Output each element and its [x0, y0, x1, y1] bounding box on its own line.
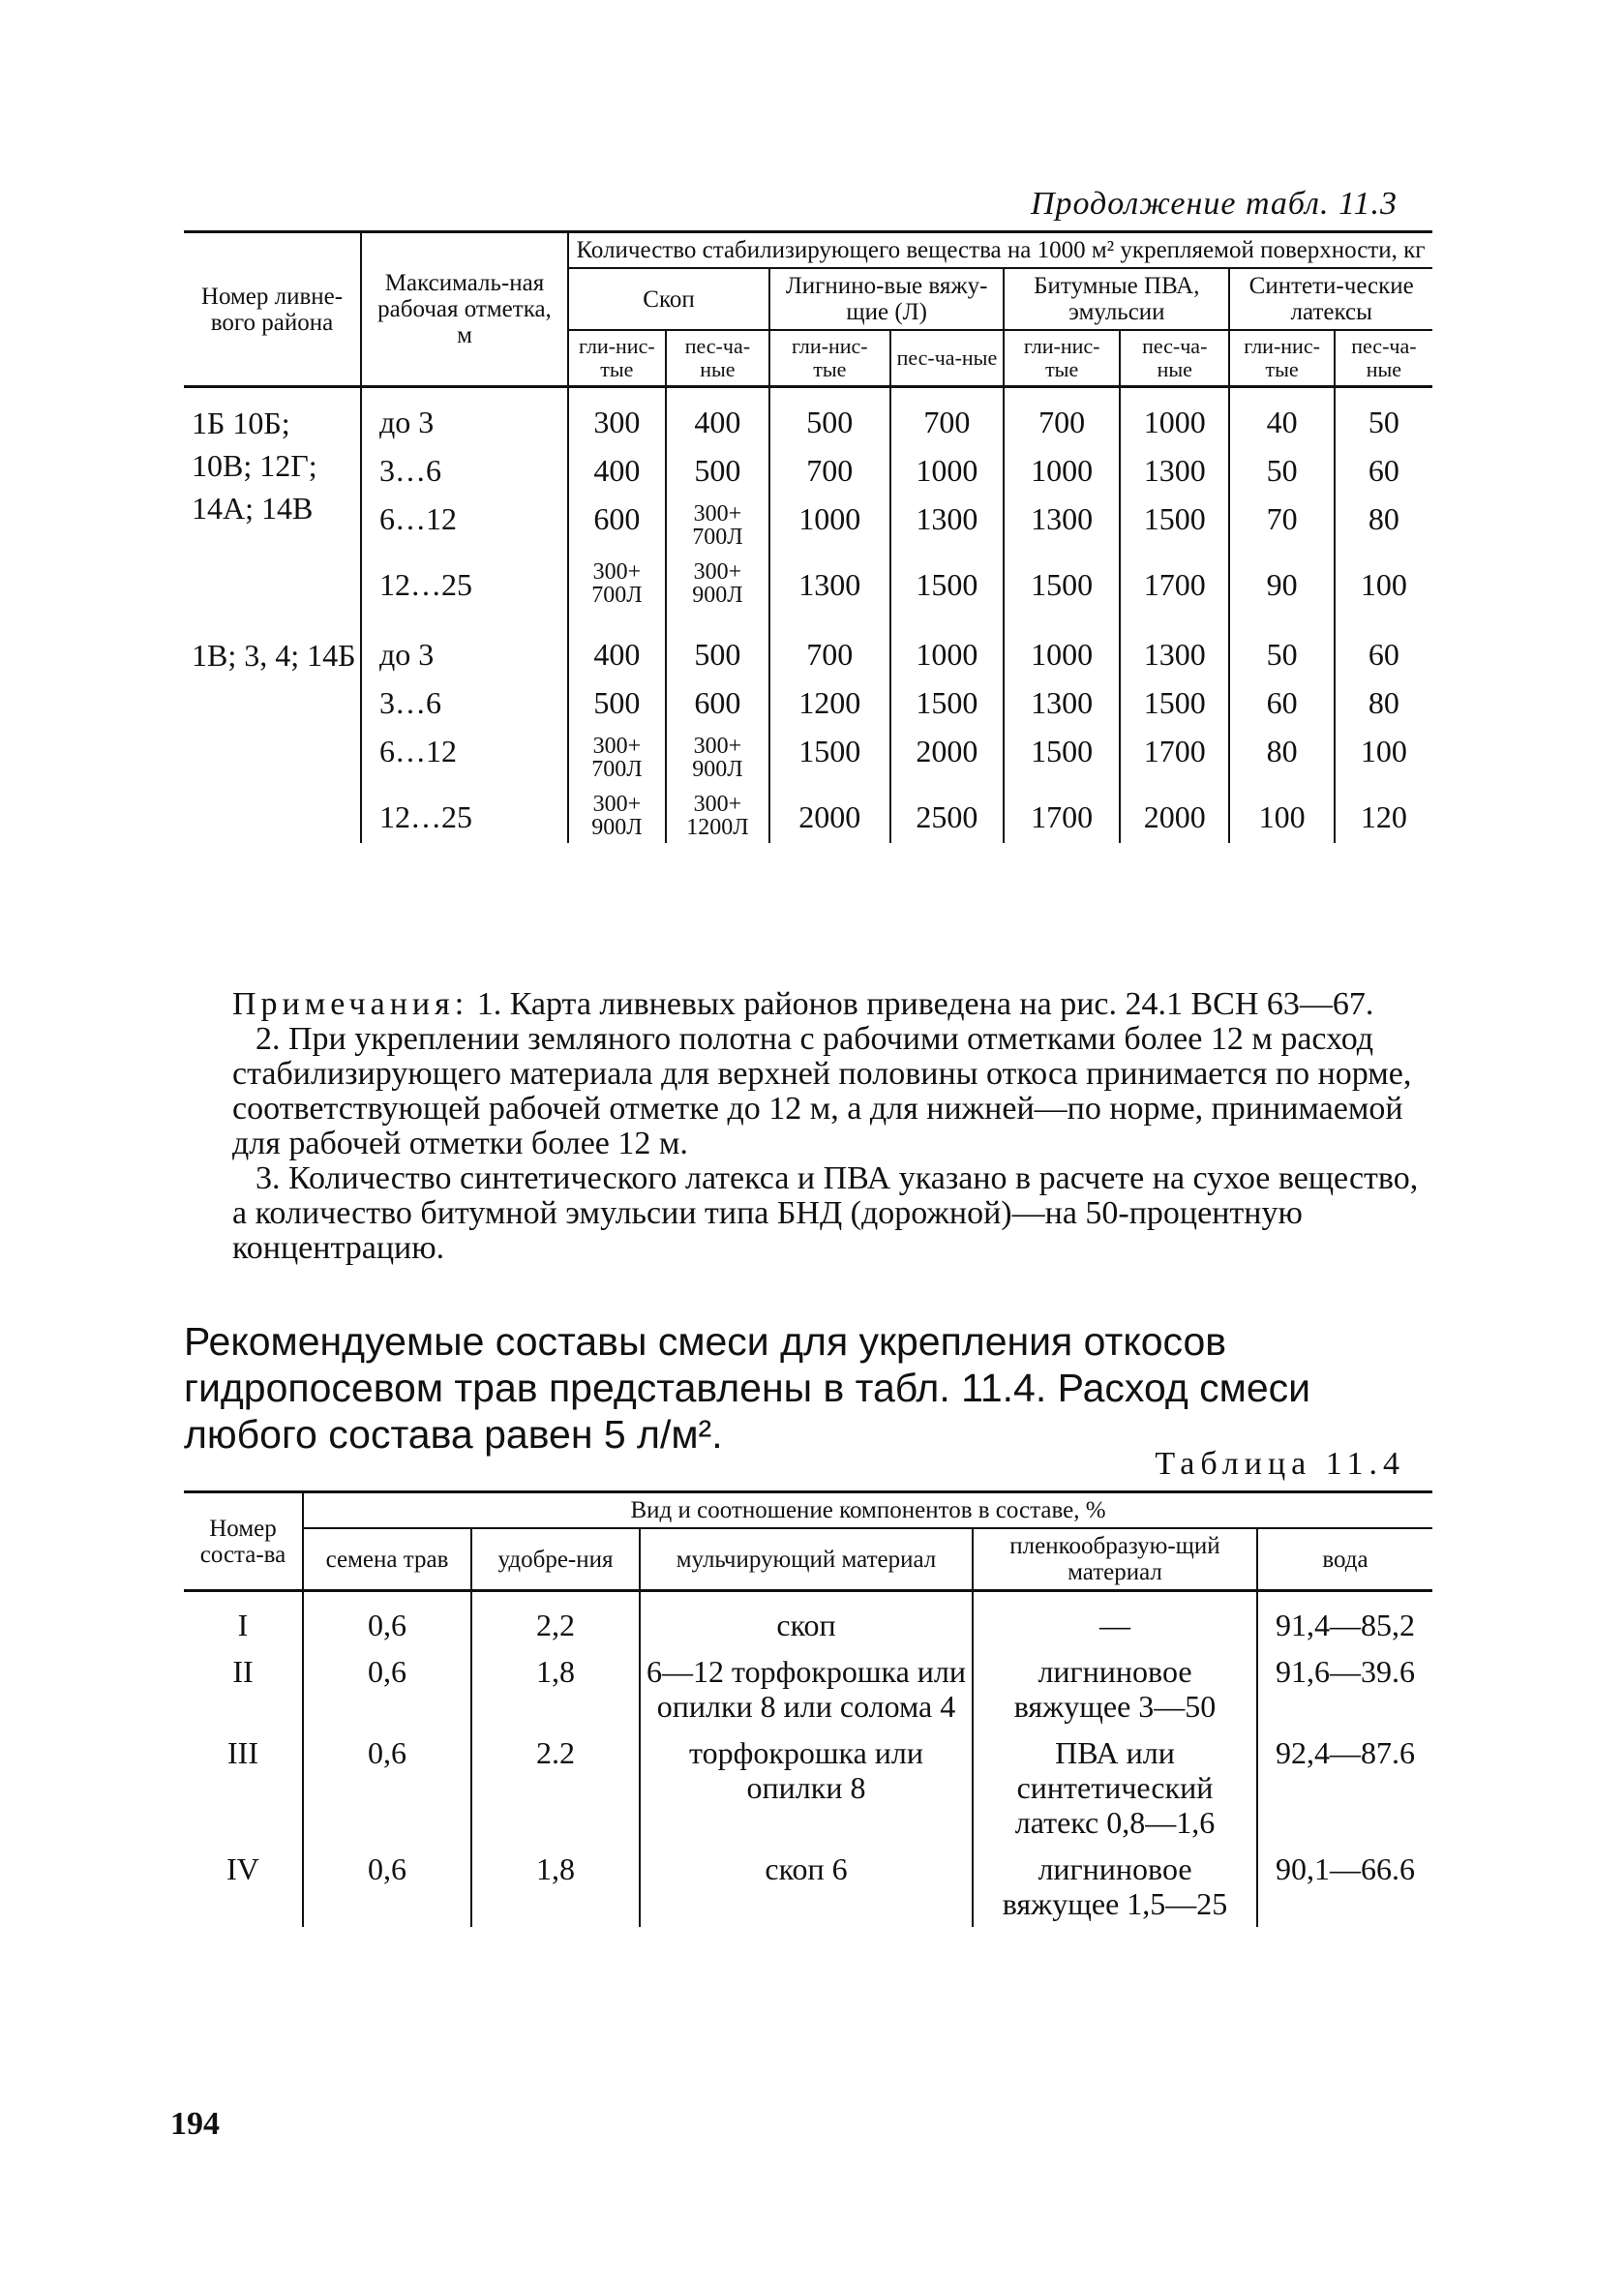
value-cell: 40 — [1229, 387, 1334, 447]
value-cell: 2500 — [890, 785, 1005, 843]
seeds-cell: 0,6 — [303, 1846, 471, 1927]
mulch-cell: скоп 6 — [640, 1846, 973, 1927]
region-cell: 1Б 10Б; 10В; 12Г; 14А; 14В — [192, 406, 317, 526]
value-cell: 300+ 900Л — [568, 785, 666, 843]
value-cell: 500 — [769, 387, 890, 447]
header-group-lignin: Лигнино-вые вяжу-щие (Л) — [769, 268, 1004, 330]
value-cell: 50 — [1229, 611, 1334, 678]
value-cell: 60 — [1229, 678, 1334, 727]
table-row — [184, 785, 1432, 843]
value-cell: 80 — [1229, 727, 1334, 785]
table-11-4 — [184, 1490, 1432, 1927]
fert-cell: 1,8 — [471, 1648, 640, 1730]
mark-cell: 12…25 — [361, 553, 568, 611]
header-group-latex: Синтети-ческие латексы — [1229, 268, 1432, 330]
value-cell: 400 — [568, 446, 666, 495]
header-fertilizer: удобре-ния — [471, 1528, 640, 1591]
fert-cell: 2.2 — [471, 1730, 640, 1846]
mulch-cell: 6—12 торфокрошка или опилки 8 или солома 4 — [640, 1648, 973, 1730]
value-cell: 300 — [568, 387, 666, 447]
header-film: пленкообразую-щий материал — [973, 1528, 1257, 1591]
header-region: Номер ливне-вого района — [200, 283, 344, 336]
num-cell: I — [237, 1608, 249, 1642]
value-cell: 1300 — [1120, 611, 1229, 678]
table-row — [184, 553, 1432, 611]
header-soil-clay: гли-нис-тые — [1229, 330, 1334, 387]
table-row — [184, 1648, 1432, 1730]
value-cell: 500 — [666, 446, 769, 495]
header-soil-clay: гли-нис-тые — [769, 330, 890, 387]
note-3: 3. Количество синтетического латекса и ПВА указано в расчете на сухое вещество, а количество битумной эмульсии типа БНД (дорожной)—на 50-процентную концентрацию. — [232, 1160, 1419, 1266]
value-cell: 1500 — [1120, 678, 1229, 727]
value-cell: 1300 — [890, 495, 1005, 553]
mulch-cell: скоп — [640, 1591, 973, 1649]
mark-cell: 6…12 — [361, 727, 568, 785]
header-soil-clay: гли-нис-тые — [1004, 330, 1120, 387]
table-row — [184, 495, 1432, 553]
continuation-title: Продолжение табл. 11.3 — [1030, 186, 1398, 222]
header-soil-sand: пес-ча-ные — [666, 330, 769, 387]
value-cell: 1300 — [769, 553, 890, 611]
value-cell: 300+ 700Л — [568, 727, 666, 785]
value-cell: 100 — [1335, 727, 1432, 785]
value-cell: 100 — [1229, 785, 1334, 843]
value-cell: 600 — [666, 678, 769, 727]
value-cell: 1500 — [1004, 553, 1120, 611]
value-cell: 100 — [1335, 553, 1432, 611]
film-cell: лигниновое вяжущее 3—50 — [973, 1648, 1257, 1730]
header-seeds: семена трав — [303, 1528, 471, 1591]
value-cell: 90 — [1229, 553, 1334, 611]
note-1-text: 1. Карта ливневых районов приведена на рис. 24.1 ВСН 63—67. — [476, 986, 1374, 1022]
value-cell: 2000 — [890, 727, 1005, 785]
value-cell: 700 — [769, 611, 890, 678]
region-cell: 1В; 3, 4; 14Б — [192, 638, 356, 673]
value-cell: 300+ 700Л — [568, 553, 666, 611]
header-soil-sand: пес-ча-ные — [890, 330, 1005, 387]
value-cell: 500 — [666, 611, 769, 678]
value-cell: 50 — [1229, 446, 1334, 495]
table-row — [184, 678, 1432, 727]
note-1 — [232, 987, 1432, 1022]
header-mulch: мульчирующий материал — [640, 1528, 973, 1591]
body-paragraph: Рекомендуемые составы смеси для укрепления откосов гидропосевом трав представлены в табл. 11.4. Расход смеси любого состава равен 5 л/м². — [184, 1319, 1311, 1457]
value-cell: 50 — [1335, 387, 1432, 447]
seeds-cell: 0,6 — [303, 1591, 471, 1649]
header-composition-number: Номер соста-ва — [199, 1515, 286, 1568]
value-cell: 1000 — [890, 611, 1005, 678]
page-number: 194 — [170, 2106, 220, 2142]
fert-cell: 1,8 — [471, 1846, 640, 1927]
value-cell: 400 — [568, 611, 666, 678]
value-cell: 80 — [1335, 495, 1432, 553]
value-cell: 300+ 900Л — [666, 553, 769, 611]
value-cell: 120 — [1335, 785, 1432, 843]
value-cell: 1000 — [769, 495, 890, 553]
value-cell: 1500 — [769, 727, 890, 785]
num-cell: IV — [226, 1851, 259, 1886]
table-11-4-title: Таблица 11.4 — [1155, 1446, 1405, 1482]
value-cell: 700 — [1004, 387, 1120, 447]
water-cell: 91,4—85,2 — [1257, 1591, 1432, 1649]
value-cell: 400 — [666, 387, 769, 447]
table-row — [184, 446, 1432, 495]
notes-block — [232, 987, 1432, 1266]
header-quantity: Количество стабилизирующего вещества на 1000 м² укрепляемой поверхности, кг — [568, 232, 1432, 269]
value-cell: 1500 — [890, 678, 1005, 727]
table-row — [184, 1730, 1432, 1846]
value-cell: 1500 — [1004, 727, 1120, 785]
value-cell: 1300 — [1004, 495, 1120, 553]
value-cell: 300+ 1200Л — [666, 785, 769, 843]
value-cell: 60 — [1335, 611, 1432, 678]
header-group-bitumen: Битумные ПВА, эмульсии — [1004, 268, 1229, 330]
header-components: Вид и соотношение компонентов в составе, % — [303, 1492, 1432, 1529]
mark-cell: 6…12 — [361, 495, 568, 553]
film-cell: — — [973, 1591, 1257, 1649]
header-soil-sand: пес-ча-ные — [1120, 330, 1229, 387]
table-row — [184, 1591, 1432, 1649]
film-cell: ПВА или синтетический латекс 0,8—1,6 — [973, 1730, 1257, 1846]
value-cell: 80 — [1335, 678, 1432, 727]
value-cell: 1500 — [890, 553, 1005, 611]
value-cell: 500 — [568, 678, 666, 727]
value-cell: 300+ 700Л — [666, 495, 769, 553]
value-cell: 60 — [1335, 446, 1432, 495]
film-cell: лигниновое вяжущее 1,5—25 — [973, 1846, 1257, 1927]
header-soil-sand: пес-ча-ные — [1335, 330, 1432, 387]
value-cell: 700 — [890, 387, 1005, 447]
value-cell: 300+ 900Л — [666, 727, 769, 785]
table-row — [184, 1846, 1432, 1927]
water-cell: 90,1—66.6 — [1257, 1846, 1432, 1927]
mark-cell: 12…25 — [361, 785, 568, 843]
header-group-scop: Скоп — [568, 268, 769, 330]
value-cell: 1000 — [1120, 387, 1229, 447]
value-cell: 1000 — [890, 446, 1005, 495]
header-soil-clay: гли-нис-тые — [568, 330, 666, 387]
value-cell: 1300 — [1120, 446, 1229, 495]
num-cell: III — [227, 1735, 258, 1770]
note-2: 2. При укреплении земляного полотна с рабочими отметками более 12 м расход стабилизирующего материала для верхней половины откоса принимается по норме, соответствующей рабочей отметке до 12 м, а для нижней—по норме, принимаемой для рабочей отметки более 12 м. — [232, 1021, 1412, 1161]
mark-cell: до 3 — [361, 387, 568, 447]
table-row — [184, 611, 1432, 678]
seeds-cell: 0,6 — [303, 1730, 471, 1846]
value-cell: 1200 — [769, 678, 890, 727]
value-cell: 1000 — [1004, 446, 1120, 495]
num-cell: II — [232, 1654, 254, 1689]
header-max-mark: Максималь-ная рабочая отметка, м — [361, 232, 568, 387]
value-cell: 1700 — [1004, 785, 1120, 843]
value-cell: 600 — [568, 495, 666, 553]
header-water: вода — [1257, 1528, 1432, 1591]
mark-cell: 3…6 — [361, 446, 568, 495]
value-cell: 1500 — [1120, 495, 1229, 553]
value-cell: 1300 — [1004, 678, 1120, 727]
fert-cell: 2,2 — [471, 1591, 640, 1649]
table-11-3 — [184, 230, 1432, 843]
seeds-cell: 0,6 — [303, 1648, 471, 1730]
water-cell: 91,6—39.6 — [1257, 1648, 1432, 1730]
mulch-cell: торфокрошка или опилки 8 — [640, 1730, 973, 1846]
mark-cell: до 3 — [361, 611, 568, 678]
value-cell: 2000 — [769, 785, 890, 843]
value-cell: 700 — [769, 446, 890, 495]
table-row — [184, 387, 1432, 447]
value-cell: 1700 — [1120, 727, 1229, 785]
mark-cell: 3…6 — [361, 678, 568, 727]
value-cell: 1700 — [1120, 553, 1229, 611]
table-row — [184, 727, 1432, 785]
notes-label: Примечания: — [232, 986, 469, 1022]
value-cell: 1000 — [1004, 611, 1120, 678]
value-cell: 2000 — [1120, 785, 1229, 843]
value-cell: 70 — [1229, 495, 1334, 553]
water-cell: 92,4—87.6 — [1257, 1730, 1432, 1846]
